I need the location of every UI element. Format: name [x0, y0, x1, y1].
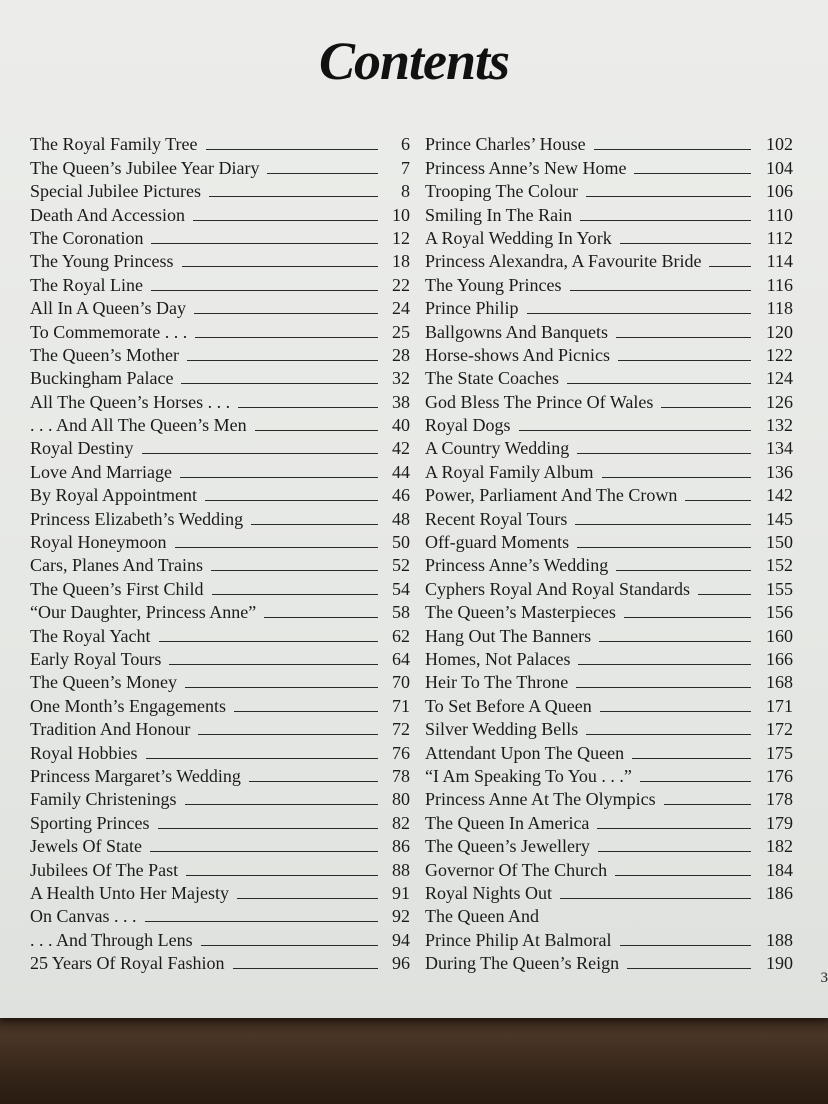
contents-entry	[425, 855, 793, 878]
entry-page-number: 10	[392, 204, 410, 225]
entry-title: To Commemorate . . .	[30, 321, 188, 342]
entry-title: Princess Elizabeth’s Wedding	[30, 508, 244, 529]
leader-rule	[175, 547, 379, 548]
entry-page-number: 62	[392, 625, 410, 646]
contents-entry	[30, 130, 410, 153]
entry-title: Jewels Of State	[30, 836, 142, 857]
leader-rule	[616, 337, 751, 338]
entry-title: All The Queen’s Horses . . .	[30, 391, 231, 412]
contents-entry	[30, 341, 410, 364]
entry-page-number: 94	[392, 929, 410, 950]
entry-page-number: 52	[392, 555, 410, 576]
entry-page-number: 28	[392, 344, 410, 365]
entry-page-number: 88	[392, 859, 410, 880]
leader-rule	[620, 945, 752, 946]
entry-title: The Young Princes	[425, 274, 562, 295]
leader-rule	[598, 851, 751, 852]
contents-entry	[425, 457, 793, 480]
entry-page-number: 106	[766, 181, 793, 202]
entry-page-number: 175	[766, 742, 793, 763]
entry-title: To Set Before A Queen	[425, 695, 592, 716]
leader-rule	[206, 149, 379, 150]
contents-entry	[30, 457, 410, 480]
entry-page-number: 122	[766, 344, 793, 365]
contents-entry	[425, 762, 793, 785]
leader-rule	[577, 547, 751, 548]
entry-title: Prince Philip	[425, 298, 519, 319]
entry-page-number: 42	[392, 438, 410, 459]
entry-title: Princess Alexandra, A Favourite Bride	[425, 251, 702, 272]
entry-title: Power, Parliament And The Crown	[425, 485, 678, 506]
contents-entry	[30, 902, 410, 925]
contents-entry	[30, 153, 410, 176]
contents-entry	[30, 715, 410, 738]
entry-title: Homes, Not Palaces	[425, 648, 571, 669]
leader-rule	[180, 477, 378, 478]
page-number: 3	[820, 970, 828, 986]
leader-rule	[599, 641, 751, 642]
contents-entry	[425, 130, 793, 153]
entry-title: “I Am Speaking To You . . .”	[425, 765, 632, 786]
entry-title: The Queen’s Jubilee Year Diary	[30, 157, 260, 178]
leader-rule	[620, 243, 751, 244]
entry-title: The Queen In America	[425, 812, 590, 833]
contents-entry	[425, 902, 793, 925]
entry-title: The Royal Family Tree	[30, 134, 198, 155]
leader-rule	[624, 617, 751, 618]
entry-page-number: 18	[392, 251, 410, 272]
leader-rule	[186, 875, 378, 876]
contents-entry	[425, 317, 793, 340]
entry-title: All In A Queen’s Day	[30, 298, 186, 319]
entry-title: Death And Accession	[30, 204, 185, 225]
entry-page-number: 126	[766, 391, 793, 412]
entry-page-number: 25	[392, 321, 410, 342]
leader-rule	[251, 524, 378, 525]
contents-entry	[30, 270, 410, 293]
entry-page-number: 96	[392, 953, 410, 974]
leader-rule	[151, 290, 378, 291]
entry-page-number: 110	[766, 204, 793, 225]
entry-title: Governor Of The Church	[425, 859, 608, 880]
entry-page-number: 38	[392, 391, 410, 412]
entry-title: Princess Anne’s New Home	[425, 157, 627, 178]
entry-title: A Health Unto Her Majesty	[30, 882, 229, 903]
contents-entry	[30, 645, 410, 668]
entry-page-number: 188	[766, 929, 793, 950]
contents-entry	[425, 785, 793, 808]
entry-title: Royal Honeymoon	[30, 532, 167, 553]
contents-entry	[425, 808, 793, 831]
leader-rule	[185, 687, 378, 688]
entry-page-number: 156	[766, 602, 793, 623]
entry-title: Special Jubilee Pictures	[30, 181, 201, 202]
leader-rule	[187, 360, 378, 361]
contents-entry	[425, 481, 793, 504]
entry-page-number: 71	[392, 695, 410, 716]
leader-rule	[201, 945, 378, 946]
entry-page-number: 24	[392, 298, 410, 319]
leader-rule	[181, 383, 378, 384]
entry-title: The Queen’s Mother	[30, 344, 179, 365]
contents-entry	[425, 598, 793, 621]
leader-rule	[194, 313, 378, 314]
leader-rule	[600, 711, 751, 712]
entry-title: Princess Anne At The Olympics	[425, 789, 656, 810]
entry-page-number: 145	[766, 508, 793, 529]
contents-entry	[425, 247, 793, 270]
leader-rule	[580, 220, 751, 221]
entry-title: Family Christenings	[30, 789, 177, 810]
leader-rule	[586, 196, 751, 197]
leader-rule	[234, 711, 378, 712]
entry-page-number: 176	[766, 765, 793, 786]
entry-page-number: 116	[766, 274, 793, 295]
entry-page-number: 40	[392, 415, 410, 436]
entry-page-number: 171	[766, 695, 793, 716]
entry-page-number: 142	[766, 485, 793, 506]
contents-entry	[30, 879, 410, 902]
contents-entry	[30, 925, 410, 948]
entry-title: A Royal Wedding In York	[425, 227, 612, 248]
entry-page-number: 46	[392, 485, 410, 506]
contents-entry	[425, 949, 793, 972]
leader-rule	[570, 290, 751, 291]
contents-entry	[30, 387, 410, 410]
leader-rule	[267, 173, 378, 174]
leader-rule	[597, 828, 751, 829]
entry-title: During The Queen’s Reign	[425, 953, 620, 974]
contents-entry	[425, 341, 793, 364]
entry-title: The Queen’s Money	[30, 672, 177, 693]
contents-entry	[30, 481, 410, 504]
entry-title: Heir To The Throne	[425, 672, 569, 693]
contents-entry	[30, 551, 410, 574]
entry-title: 25 Years Of Royal Fashion	[30, 953, 225, 974]
leader-rule	[575, 524, 751, 525]
leader-rule	[576, 687, 751, 688]
leader-rule	[616, 570, 751, 571]
entry-title: Early Royal Tours	[30, 648, 162, 669]
contents-entry	[30, 808, 410, 831]
entry-title: Hang Out The Banners	[425, 625, 592, 646]
contents-entry	[30, 528, 410, 551]
entry-title: The State Coaches	[425, 368, 559, 389]
leader-rule	[264, 617, 378, 618]
contents-entry	[30, 411, 410, 434]
entry-page-number: 172	[766, 719, 793, 740]
entry-title: By Royal Appointment	[30, 485, 198, 506]
entry-title: Love And Marriage	[30, 461, 172, 482]
leader-rule	[577, 453, 751, 454]
page-title: Contents	[318, 31, 510, 91]
leader-rule	[238, 407, 378, 408]
leader-rule	[233, 968, 378, 969]
contents-entry	[425, 668, 793, 691]
entry-title: Cyphers Royal And Royal Standards	[425, 578, 690, 599]
contents-entry	[30, 504, 410, 527]
contents-entry	[425, 832, 793, 855]
entry-page-number: 64	[392, 648, 410, 669]
leader-rule	[664, 804, 751, 805]
contents-entry	[30, 574, 410, 597]
leader-rule	[709, 266, 751, 267]
entry-title: Tradition And Honour	[30, 719, 191, 740]
entry-page-number: 7	[401, 157, 410, 178]
entry-title: . . . And All The Queen’s Men	[30, 415, 247, 436]
contents-entry	[30, 364, 410, 387]
contents-entry	[30, 785, 410, 808]
contents-entry	[425, 434, 793, 457]
contents-entry	[30, 294, 410, 317]
entry-page-number: 136	[766, 461, 793, 482]
leader-rule	[209, 196, 378, 197]
entry-title: Royal Destiny	[30, 438, 134, 459]
leader-rule	[237, 898, 378, 899]
contents-entry	[30, 621, 410, 644]
entry-page-number: 160	[766, 625, 793, 646]
contents-entry	[425, 224, 793, 247]
entry-page-number: 6	[401, 134, 410, 155]
contents-entry	[425, 925, 793, 948]
leader-rule	[618, 360, 751, 361]
entry-title: “Our Daughter, Princess Anne”	[30, 602, 257, 623]
entry-page-number: 58	[392, 602, 410, 623]
leader-rule	[602, 477, 751, 478]
contents-entry	[425, 177, 793, 200]
entry-title: The Queen’s First Child	[30, 578, 204, 599]
entry-title: The Queen And	[425, 906, 539, 927]
entry-title: Royal Nights Out	[425, 882, 553, 903]
contents-entry	[30, 247, 410, 270]
entry-title: Buckingham Palace	[30, 368, 174, 389]
entry-title: Cars, Planes And Trains	[30, 555, 204, 576]
entry-page-number: 50	[392, 532, 410, 553]
leader-rule	[169, 664, 378, 665]
contents-entry	[425, 504, 793, 527]
contents-entry	[425, 645, 793, 668]
leader-rule	[212, 594, 379, 595]
entry-page-number: 91	[392, 882, 410, 903]
contents-entry	[30, 855, 410, 878]
entry-page-number: 54	[392, 578, 410, 599]
leader-rule	[142, 453, 379, 454]
leader-rule	[527, 313, 752, 314]
entry-page-number: 168	[766, 672, 793, 693]
contents-entry	[30, 200, 410, 223]
leader-rule	[249, 781, 378, 782]
leader-rule	[145, 921, 379, 922]
contents-entry	[425, 387, 793, 410]
entry-title: The Royal Line	[30, 274, 143, 295]
leader-rule	[685, 500, 751, 501]
entry-page-number: 152	[766, 555, 793, 576]
entry-title: Sporting Princes	[30, 812, 150, 833]
entry-title: Smiling In The Rain	[425, 204, 573, 225]
contents-entry	[425, 879, 793, 902]
contents-entry	[425, 200, 793, 223]
leader-rule	[146, 758, 379, 759]
leader-rule	[185, 804, 378, 805]
entry-page-number: 155	[766, 578, 793, 599]
entry-title: God Bless The Prince Of Wales	[425, 391, 654, 412]
entry-title: Prince Charles’ House	[425, 134, 586, 155]
entry-page-number: 114	[766, 251, 793, 272]
contents-entry	[425, 528, 793, 551]
entry-page-number: 92	[392, 906, 410, 927]
leader-rule	[150, 851, 378, 852]
entry-page-number: 184	[766, 859, 793, 880]
entry-page-number: 86	[392, 836, 410, 857]
entry-page-number: 179	[766, 812, 793, 833]
leader-rule	[632, 758, 751, 759]
entry-page-number: 178	[766, 789, 793, 810]
entry-title: Prince Philip At Balmoral	[425, 929, 612, 950]
entry-title: The Queen’s Jewellery	[425, 836, 590, 857]
entry-page-number: 166	[766, 648, 793, 669]
leader-rule	[560, 898, 751, 899]
entry-title: . . . And Through Lens	[30, 929, 193, 950]
entry-title: Off-guard Moments	[425, 532, 570, 553]
contents-entry	[30, 832, 410, 855]
leader-rule	[661, 407, 751, 408]
entry-page-number: 102	[766, 134, 793, 155]
contents-entry	[30, 738, 410, 761]
leader-rule	[211, 570, 378, 571]
entry-page-number: 12	[392, 227, 410, 248]
leader-rule	[698, 594, 751, 595]
leader-rule	[578, 664, 751, 665]
entry-title: On Canvas . . .	[30, 906, 137, 927]
contents-entry	[425, 738, 793, 761]
entry-page-number: 32	[392, 368, 410, 389]
entry-page-number: 82	[392, 812, 410, 833]
contents-entry	[30, 434, 410, 457]
leader-rule	[182, 266, 378, 267]
entry-title: Silver Wedding Bells	[425, 719, 579, 740]
entry-page-number: 104	[766, 157, 793, 178]
entry-page-number: 150	[766, 532, 793, 553]
entry-title: Princess Anne’s Wedding	[425, 555, 609, 576]
entry-page-number: 78	[392, 765, 410, 786]
contents-entry	[425, 574, 793, 597]
entry-title: The Coronation	[30, 227, 144, 248]
leader-rule	[195, 337, 378, 338]
leader-rule	[627, 968, 751, 969]
entry-title: Jubilees Of The Past	[30, 859, 179, 880]
leader-rule	[519, 430, 752, 431]
contents-entry	[30, 598, 410, 621]
entry-page-number: 124	[766, 368, 793, 389]
contents-entry	[30, 668, 410, 691]
entry-page-number: 182	[766, 836, 793, 857]
contents-entry	[425, 411, 793, 434]
contents-entry	[425, 270, 793, 293]
leader-rule	[151, 243, 378, 244]
contents-entry	[30, 317, 410, 340]
contents-right-column	[425, 130, 793, 972]
leader-rule	[198, 734, 378, 735]
entry-title: The Young Princess	[30, 251, 174, 272]
contents-entry	[30, 177, 410, 200]
entry-page-number: 118	[766, 298, 793, 319]
entry-page-number: 80	[392, 789, 410, 810]
entry-title: Horse-shows And Picnics	[425, 344, 610, 365]
entry-page-number: 70	[392, 672, 410, 693]
entry-title: Royal Hobbies	[30, 742, 138, 763]
entry-page-number: 120	[766, 321, 793, 342]
leader-rule	[158, 828, 379, 829]
entry-title: Princess Margaret’s Wedding	[30, 765, 241, 786]
contents-entry	[425, 364, 793, 387]
leader-rule	[255, 430, 378, 431]
entry-title: A Country Wedding	[425, 438, 570, 459]
leader-rule	[567, 383, 751, 384]
leader-rule	[159, 641, 379, 642]
entry-title: The Queen’s Masterpieces	[425, 602, 616, 623]
leader-rule	[205, 500, 378, 501]
contents-entry	[30, 224, 410, 247]
entry-title: A Royal Family Album	[425, 461, 594, 482]
entry-page-number: 22	[392, 274, 410, 295]
entry-title: Attendant Upon The Queen	[425, 742, 625, 763]
entry-page-number: 48	[392, 508, 410, 529]
entry-title: One Month’s Engagements	[30, 695, 226, 716]
entry-page-number: 72	[392, 719, 410, 740]
entry-page-number: 76	[392, 742, 410, 763]
leader-rule	[594, 149, 751, 150]
leader-rule	[586, 734, 751, 735]
entry-page-number: 112	[766, 227, 793, 248]
contents-entry	[30, 949, 410, 972]
contents-entry	[425, 621, 793, 644]
entry-page-number: 134	[766, 438, 793, 459]
entry-page-number: 186	[766, 882, 793, 903]
contents-entry	[425, 715, 793, 738]
contents-entry	[30, 762, 410, 785]
contents-left-column	[30, 130, 410, 972]
contents-entry	[425, 294, 793, 317]
contents-entry	[425, 153, 793, 176]
contents-entry	[425, 551, 793, 574]
entry-title: Royal Dogs	[425, 415, 511, 436]
leader-rule	[193, 220, 378, 221]
entry-title: Ballgowns And Banquets	[425, 321, 608, 342]
leader-rule	[640, 781, 751, 782]
contents-entry	[30, 691, 410, 714]
entry-page-number: 190	[766, 953, 793, 974]
leader-rule	[615, 875, 751, 876]
entry-title: The Royal Yacht	[30, 625, 151, 646]
entry-page-number: 132	[766, 415, 793, 436]
entry-title: Trooping The Colour	[425, 181, 579, 202]
contents-entry	[425, 691, 793, 714]
leader-rule	[634, 173, 751, 174]
entry-title: Recent Royal Tours	[425, 508, 568, 529]
entry-page-number: 44	[392, 461, 410, 482]
entry-page-number: 8	[401, 181, 410, 202]
